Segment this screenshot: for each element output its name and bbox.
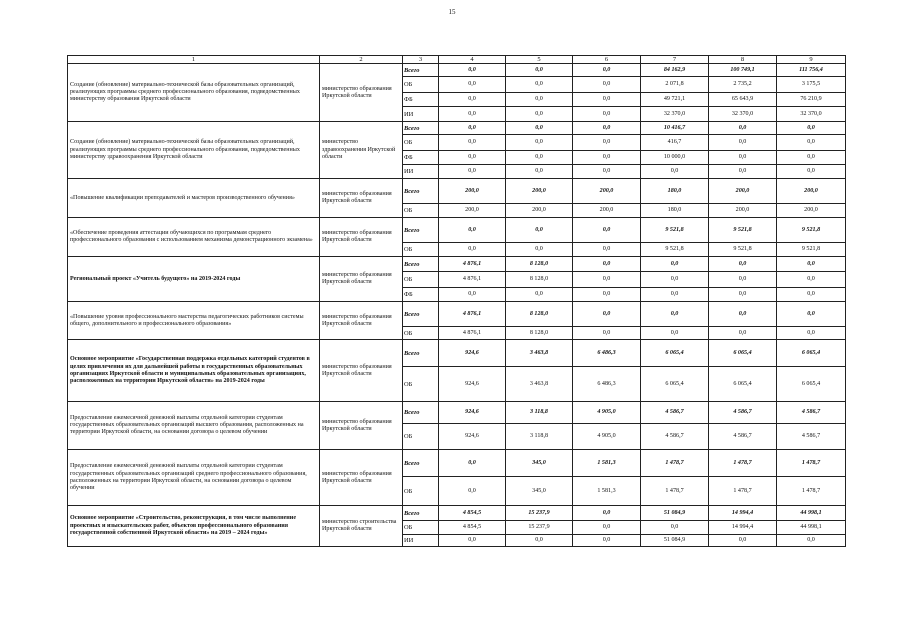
- amount-cell: 0,0: [777, 257, 846, 272]
- amount-cell: 416,7: [641, 135, 709, 151]
- amount-cell: 15 237,9: [506, 506, 573, 521]
- amount-cell: 0,0: [573, 107, 641, 122]
- amount-cell: 4 876,1: [439, 302, 506, 327]
- funding-source: Всего: [403, 179, 439, 204]
- funding-source: ОБ: [403, 327, 439, 340]
- amount-cell: 0,0: [641, 272, 709, 288]
- amount-cell: 0,0: [573, 151, 641, 165]
- amount-cell: 4 586,7: [641, 402, 709, 424]
- funding-source: Всего: [403, 506, 439, 521]
- amount-cell: 15 237,9: [506, 521, 573, 535]
- amount-cell: 0,0: [573, 243, 641, 257]
- table-row: [68, 218, 846, 243]
- amount-cell: 51 084,9: [641, 535, 709, 547]
- amount-cell: 0,0: [777, 288, 846, 302]
- funding-source: Всего: [403, 122, 439, 135]
- responsible-ministry: министерство строительства Иркутской области: [320, 506, 403, 547]
- amount-cell: 0,0: [709, 135, 777, 151]
- amount-cell: 32 370,0: [641, 107, 709, 122]
- amount-cell: 3 463,8: [506, 340, 573, 367]
- amount-cell: 10 416,7: [641, 122, 709, 135]
- amount-cell: 0,0: [573, 288, 641, 302]
- activity-name: Предоставление ежемесячной денежной выплаты отдельной категории студентам государственных образовательных организаций среднего профессионального образования, расположенных на территории Иркутской области, на основании договора о целевом обучении: [68, 450, 320, 506]
- table-row: [68, 122, 846, 135]
- funding-source: ФБ: [403, 151, 439, 165]
- activity-name: Создание (обновление) материально-технической базы образовательных организаций, реализующих программы среднего профессионального образования, подведомственных министерству образования Иркутской области: [68, 64, 320, 122]
- header-cell: 5: [506, 56, 573, 64]
- amount-cell: 6 486,3: [573, 367, 641, 402]
- amount-cell: 1 478,7: [709, 450, 777, 477]
- amount-cell: 0,0: [573, 521, 641, 535]
- amount-cell: 0,0: [777, 165, 846, 179]
- amount-cell: 6 065,4: [777, 340, 846, 367]
- amount-cell: 6 065,4: [709, 367, 777, 402]
- amount-cell: 0,0: [573, 165, 641, 179]
- amount-cell: 2 071,8: [641, 77, 709, 93]
- amount-cell: 4 854,5: [439, 506, 506, 521]
- amount-cell: 0,0: [573, 272, 641, 288]
- amount-cell: 200,0: [573, 179, 641, 204]
- funding-source: ОБ: [403, 477, 439, 506]
- amount-cell: 345,0: [506, 450, 573, 477]
- activity-name: Региональный проект «Учитель будущего» на 2019-2024 годы: [68, 257, 320, 302]
- funding-source: Всего: [403, 257, 439, 272]
- responsible-ministry: министерство образования Иркутской области: [320, 402, 403, 450]
- amount-cell: 0,0: [709, 288, 777, 302]
- amount-cell: 84 162,9: [641, 64, 709, 77]
- funding-source: ОБ: [403, 367, 439, 402]
- amount-cell: 3 175,5: [777, 77, 846, 93]
- funding-source: Всего: [403, 402, 439, 424]
- amount-cell: 0,0: [439, 288, 506, 302]
- responsible-ministry: министерство образования Иркутской области: [320, 64, 403, 122]
- amount-cell: 0,0: [439, 165, 506, 179]
- funding-source: ФБ: [403, 288, 439, 302]
- amount-cell: 1 478,7: [641, 450, 709, 477]
- amount-cell: 0,0: [506, 122, 573, 135]
- amount-cell: 1 581,3: [573, 477, 641, 506]
- page-number: 15: [448, 8, 456, 16]
- responsible-ministry: министерство образования Иркутской области: [320, 340, 403, 402]
- amount-cell: 8 128,0: [506, 272, 573, 288]
- amount-cell: 8 128,0: [506, 302, 573, 327]
- amount-cell: 200,0: [439, 179, 506, 204]
- amount-cell: 0,0: [573, 64, 641, 77]
- amount-cell: 0,0: [777, 302, 846, 327]
- activity-name: Основное мероприятие «Строительство, реконструкция, в том числе выполнение проектных и изыскательских работ, объектов профессионального образования государственной собственной Иркутской области» на 2019 – 2024 годы»: [68, 506, 320, 547]
- amount-cell: 2 735,2: [709, 77, 777, 93]
- amount-cell: 0,0: [439, 243, 506, 257]
- amount-cell: 44 998,1: [777, 506, 846, 521]
- amount-cell: 4 586,7: [709, 424, 777, 450]
- amount-cell: 0,0: [506, 107, 573, 122]
- funding-source: ОБ: [403, 204, 439, 218]
- budget-table: [67, 55, 846, 547]
- amount-cell: 0,0: [573, 327, 641, 340]
- amount-cell: 0,0: [709, 302, 777, 327]
- activity-name: Предоставление ежемесячной денежной выплаты отдельной категории студентам государственных образовательных организаций высшего образования, расположенных на территории Иркутской области, на основании договора о целевом обучении: [68, 402, 320, 450]
- funding-source: Всего: [403, 302, 439, 327]
- amount-cell: 4 876,1: [439, 327, 506, 340]
- amount-cell: 0,0: [439, 122, 506, 135]
- amount-cell: 200,0: [506, 204, 573, 218]
- responsible-ministry: министерство образования Иркутской области: [320, 257, 403, 302]
- funding-source: ИИ: [403, 165, 439, 179]
- funding-source: ИИ: [403, 107, 439, 122]
- amount-cell: 32 370,0: [777, 107, 846, 122]
- amount-cell: 4 586,7: [777, 402, 846, 424]
- amount-cell: 0,0: [439, 450, 506, 477]
- amount-cell: 0,0: [573, 135, 641, 151]
- amount-cell: 6 065,4: [641, 367, 709, 402]
- amount-cell: 0,0: [506, 535, 573, 547]
- amount-cell: 51 084,9: [641, 506, 709, 521]
- amount-cell: 8 128,0: [506, 327, 573, 340]
- amount-cell: 0,0: [641, 302, 709, 327]
- funding-source: ОБ: [403, 243, 439, 257]
- amount-cell: 345,0: [506, 477, 573, 506]
- funding-source: ФБ: [403, 93, 439, 107]
- amount-cell: 1 581,3: [573, 450, 641, 477]
- amount-cell: 111 756,4: [777, 64, 846, 77]
- header-cell: 4: [439, 56, 506, 64]
- header-row: [68, 56, 846, 64]
- header-cell: 6: [573, 56, 641, 64]
- funding-source: Всего: [403, 450, 439, 477]
- header-cell: 1: [68, 56, 320, 64]
- amount-cell: 0,0: [439, 135, 506, 151]
- amount-cell: 0,0: [709, 535, 777, 547]
- responsible-ministry: министерство здравоохранения Иркутской области: [320, 122, 403, 179]
- amount-cell: 0,0: [573, 302, 641, 327]
- amount-cell: 924,6: [439, 402, 506, 424]
- amount-cell: 4 905,0: [573, 424, 641, 450]
- amount-cell: 1 478,7: [709, 477, 777, 506]
- amount-cell: 0,0: [641, 521, 709, 535]
- amount-cell: 1 478,7: [777, 477, 846, 506]
- amount-cell: 3 118,8: [506, 402, 573, 424]
- amount-cell: 0,0: [439, 151, 506, 165]
- amount-cell: 924,6: [439, 340, 506, 367]
- header-cell: 2: [320, 56, 403, 64]
- amount-cell: 14 994,4: [709, 521, 777, 535]
- amount-cell: 0,0: [777, 535, 846, 547]
- amount-cell: 0,0: [506, 288, 573, 302]
- activity-name: «Обеспечение проведения аттестации обучающихся по программам среднего профессионального образования с использованием механизма демонстрационного экзамена»: [68, 218, 320, 257]
- amount-cell: 200,0: [777, 179, 846, 204]
- amount-cell: 0,0: [439, 107, 506, 122]
- funding-source: Всего: [403, 218, 439, 243]
- table-row: [68, 257, 846, 272]
- amount-cell: 0,0: [506, 77, 573, 93]
- amount-cell: 65 643,9: [709, 93, 777, 107]
- amount-cell: 0,0: [777, 272, 846, 288]
- header-cell: 8: [709, 56, 777, 64]
- activity-name: «Повышение квалификации преподавателей и мастеров производственного обучения»: [68, 179, 320, 218]
- amount-cell: 0,0: [709, 122, 777, 135]
- amount-cell: 1 478,7: [777, 450, 846, 477]
- amount-cell: 9 521,8: [641, 218, 709, 243]
- amount-cell: 32 370,0: [709, 107, 777, 122]
- amount-cell: 6 486,3: [573, 340, 641, 367]
- responsible-ministry: министерство образования Иркутской области: [320, 302, 403, 340]
- table-row: [68, 64, 846, 77]
- amount-cell: 0,0: [709, 257, 777, 272]
- amount-cell: 6 065,4: [777, 367, 846, 402]
- amount-cell: 0,0: [641, 257, 709, 272]
- amount-cell: 200,0: [506, 179, 573, 204]
- amount-cell: 0,0: [439, 77, 506, 93]
- header-cell: 9: [777, 56, 846, 64]
- amount-cell: 0,0: [777, 151, 846, 165]
- amount-cell: 0,0: [709, 327, 777, 340]
- responsible-ministry: министерство образования Иркутской области: [320, 218, 403, 257]
- amount-cell: 4 854,5: [439, 521, 506, 535]
- amount-cell: 0,0: [573, 122, 641, 135]
- amount-cell: 0,0: [573, 506, 641, 521]
- amount-cell: 0,0: [641, 327, 709, 340]
- header-cell: 3: [403, 56, 439, 64]
- amount-cell: 9 521,8: [777, 218, 846, 243]
- table-row: [68, 302, 846, 327]
- amount-cell: 9 521,8: [641, 243, 709, 257]
- amount-cell: 44 998,1: [777, 521, 846, 535]
- amount-cell: 1 478,7: [641, 477, 709, 506]
- amount-cell: 14 994,4: [709, 506, 777, 521]
- table-row: [68, 506, 846, 521]
- amount-cell: 0,0: [506, 135, 573, 151]
- table-row: [68, 179, 846, 204]
- amount-cell: 0,0: [777, 327, 846, 340]
- amount-cell: 200,0: [709, 204, 777, 218]
- amount-cell: 10 000,0: [641, 151, 709, 165]
- responsible-ministry: министерство образования Иркутской области: [320, 179, 403, 218]
- amount-cell: 100 749,1: [709, 64, 777, 77]
- amount-cell: 0,0: [573, 257, 641, 272]
- funding-source: ОБ: [403, 521, 439, 535]
- funding-source: ОБ: [403, 424, 439, 450]
- header-cell: 7: [641, 56, 709, 64]
- amount-cell: 0,0: [709, 272, 777, 288]
- amount-cell: 6 065,4: [709, 340, 777, 367]
- amount-cell: 6 065,4: [641, 340, 709, 367]
- amount-cell: 3 463,8: [506, 367, 573, 402]
- activity-name: Основное мероприятие «Государственная поддержка отдельных категорий студентов в целях привлечения их для дальнейшей работы в государственных образовательных организациях Иркутской области и муниципальных образовательных организациях, расположенных на территории Иркутской области» на 2019-2024 годы: [68, 340, 320, 402]
- table-row: [68, 450, 846, 477]
- amount-cell: 200,0: [573, 204, 641, 218]
- activity-name: «Повышение уровня профессионального мастерства педагогических работников системы общего, дополнительного и профессионального образования»: [68, 302, 320, 340]
- amount-cell: 200,0: [439, 204, 506, 218]
- funding-source: ОБ: [403, 135, 439, 151]
- amount-cell: 3 118,8: [506, 424, 573, 450]
- amount-cell: 8 128,0: [506, 257, 573, 272]
- amount-cell: 0,0: [709, 151, 777, 165]
- amount-cell: 0,0: [709, 165, 777, 179]
- funding-source: ОБ: [403, 272, 439, 288]
- funding-source: Всего: [403, 340, 439, 367]
- amount-cell: 4 586,7: [641, 424, 709, 450]
- amount-cell: 0,0: [506, 165, 573, 179]
- amount-cell: 4 905,0: [573, 402, 641, 424]
- amount-cell: 0,0: [439, 218, 506, 243]
- amount-cell: 0,0: [506, 151, 573, 165]
- amount-cell: 0,0: [439, 477, 506, 506]
- amount-cell: 76 210,9: [777, 93, 846, 107]
- amount-cell: 0,0: [573, 535, 641, 547]
- amount-cell: 0,0: [506, 64, 573, 77]
- amount-cell: 9 521,8: [777, 243, 846, 257]
- amount-cell: 0,0: [573, 218, 641, 243]
- amount-cell: 0,0: [573, 93, 641, 107]
- amount-cell: 0,0: [777, 135, 846, 151]
- amount-cell: 200,0: [709, 179, 777, 204]
- amount-cell: 4 876,1: [439, 272, 506, 288]
- amount-cell: 0,0: [506, 93, 573, 107]
- table-row: [68, 340, 846, 367]
- amount-cell: 200,0: [777, 204, 846, 218]
- amount-cell: 180,0: [641, 204, 709, 218]
- amount-cell: 49 721,1: [641, 93, 709, 107]
- funding-source: Всего: [403, 64, 439, 77]
- activity-name: Создание (обновление) материально-технической базы образовательных организаций, реализующих программы среднего профессионального образования, подведомственных министерству здравоохранения Иркутской области: [68, 122, 320, 179]
- amount-cell: 180,0: [641, 179, 709, 204]
- amount-cell: 924,6: [439, 367, 506, 402]
- amount-cell: 9 521,8: [709, 243, 777, 257]
- funding-source: ОБ: [403, 77, 439, 93]
- amount-cell: 924,6: [439, 424, 506, 450]
- amount-cell: 0,0: [641, 165, 709, 179]
- amount-cell: 0,0: [439, 64, 506, 77]
- amount-cell: 0,0: [439, 535, 506, 547]
- amount-cell: 0,0: [573, 77, 641, 93]
- amount-cell: 4 876,1: [439, 257, 506, 272]
- amount-cell: 0,0: [506, 243, 573, 257]
- amount-cell: 4 586,7: [709, 402, 777, 424]
- amount-cell: 0,0: [506, 218, 573, 243]
- funding-source: ИИ: [403, 535, 439, 547]
- table-row: [68, 402, 846, 424]
- amount-cell: 0,0: [641, 288, 709, 302]
- amount-cell: 4 586,7: [777, 424, 846, 450]
- responsible-ministry: министерство образования Иркутской области: [320, 450, 403, 506]
- amount-cell: 9 521,8: [709, 218, 777, 243]
- amount-cell: 0,0: [777, 122, 846, 135]
- amount-cell: 0,0: [439, 93, 506, 107]
